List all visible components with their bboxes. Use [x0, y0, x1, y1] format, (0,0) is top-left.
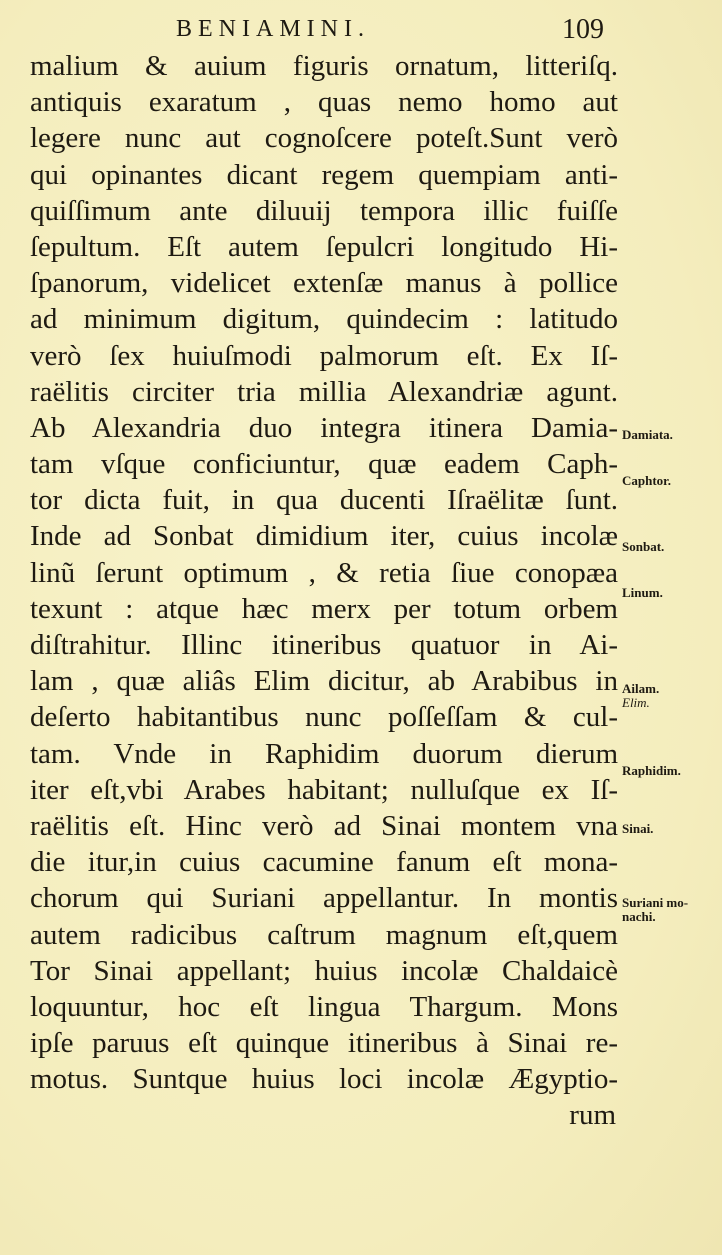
text-line: antiquis exaratum , quas nemo homo aut: [30, 86, 618, 119]
text-line: autem radicibus caſtrum magnum eſt,quem: [30, 918, 618, 951]
text-line: raëlitis eſt. Hinc verò ad Sinai montem vna: [30, 809, 618, 842]
text-line: deſerto habitantibus nunc poſſeſſam & cul-: [30, 701, 618, 734]
text-line: qui opinantes dicant regem quempiam anti-: [30, 158, 618, 191]
marginal-note: Damiata.: [622, 427, 673, 442]
text-line: ſepultum. Eſt autem ſepulcri longitudo Hi-: [30, 230, 618, 263]
text-line: tam. Vnde in Raphidim duorum dierum: [30, 737, 618, 770]
marginal-note: Raphidim.: [622, 763, 681, 778]
text-line: iter eſt,vbi Arabes habitant; nulluſque ex Iſ-: [30, 773, 618, 806]
text-line: raëlitis circiter tria millia Alexandriæ agunt.: [30, 375, 618, 408]
marginal-note: Sonbat.: [622, 539, 665, 554]
text-line: die itur,in cuius cacumine fanum eſt mona-: [30, 846, 618, 879]
text-line: chorum qui Suriani appellantur. In montis: [30, 882, 618, 915]
page-header: [0, 14, 722, 50]
text-line: legere nunc aut cognoſcere poteſt.Sunt verò: [30, 122, 618, 155]
text-line: motus. Suntque huius loci incolæ Ægyptio-: [30, 1063, 618, 1096]
body-text: [30, 48, 618, 1134]
text-line: linũ ſerunt optimum , & retia ſiue conopæa: [30, 556, 618, 589]
running-head: BENIAMINI.: [176, 16, 370, 42]
text-line: diſtrahitur. Illinc itineribus quatuor in Ai-: [30, 629, 618, 661]
text-line: Ab Alexandria duo integra itinera Damia-: [30, 411, 618, 444]
marginal-note: Sinai.: [622, 821, 654, 836]
text-line: ipſe paruus eſt quinque itineribus à Sinai re-: [30, 1027, 618, 1060]
text-line: malium & auium figuris ornatum, litteriſq.: [30, 50, 618, 82]
marginal-note: Ailam. Elim.: [622, 681, 660, 710]
marginal-note: Caphtor.: [622, 473, 672, 488]
marginal-note: Suriani mo- nachi.: [622, 895, 689, 924]
text-line: ad minimum digitum, quindecim : latitudo: [30, 303, 618, 336]
text-line: tor dicta fuit, in qua ducenti Iſraëlitæ ſunt.: [30, 484, 618, 517]
catchword: rum: [569, 1099, 616, 1132]
text-line: Tor Sinai appellant; huius incolæ Chaldaicè: [30, 954, 618, 987]
text-line: Inde ad Sonbat dimidium iter, cuius incolæ: [30, 520, 618, 553]
text-line: quiſſimum ante diluuij tempora illic fuiſſe: [30, 194, 618, 227]
marginal-note: Linum.: [622, 585, 663, 600]
text-line: tam vſque conficiuntur, quæ eadem Caph-: [30, 448, 618, 481]
page-number: 109: [562, 14, 604, 45]
text-line: verò ſex huiuſmodi palmorum eſt. Ex Iſ-: [30, 339, 618, 372]
marginal-notes: [622, 0, 722, 1255]
text-line: loquuntur, hoc eſt lingua Thargum. Mons: [30, 990, 618, 1023]
text-line: ſpanorum, videlicet extenſæ manus à pollice: [30, 267, 618, 300]
text-line: lam , quæ aliâs Elim dicitur, ab Arabibus in: [30, 665, 618, 698]
text-line: texunt : atque hæc merx per totum orbem: [30, 592, 618, 625]
